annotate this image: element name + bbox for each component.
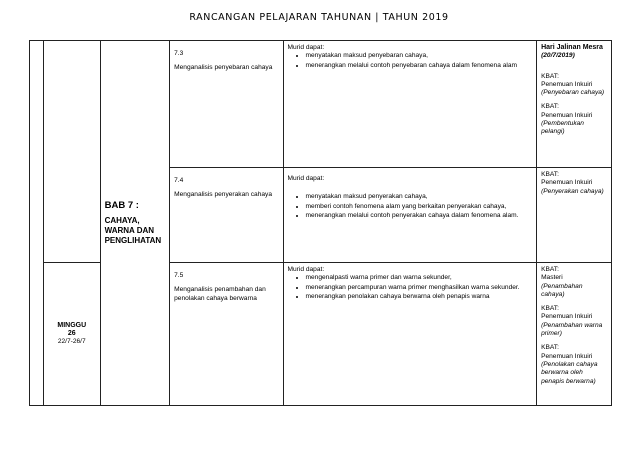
kbat-type: Penemuan Inkuiri [541,313,593,321]
kbat-note: (Penyerakan cahaya) [541,187,604,195]
topic-number: 7.5 [174,272,184,279]
kbat-type: Penemuan Inkuiri [541,111,593,119]
topic-number: 7.3 [174,50,184,57]
kbat-label: KBAT: [541,171,559,178]
kbat-note: (Pembentukan pelangi) [541,120,584,136]
week-number: 26 [67,329,76,337]
topic-cell [170,168,283,263]
blank-column-cell [30,41,44,406]
list-item: • menyatakan maksud penyerakan cahaya, [306,193,533,201]
kbat-label: KBAT: [541,344,559,352]
week-dates: 22/7-26/7 [57,338,86,346]
list-item: • mengenalpasti warna primer dan warna sekunder, [306,274,533,282]
objectives-intro: Murid dapat: [287,175,325,182]
kbat-type: Penemuan Inkuiri [541,352,593,360]
objectives-intro: Murid dapat: [287,44,325,51]
chapter-subtitle: CAHAYA, WARNA DAN PENGLIHATAN [104,216,162,245]
list-item: • memberi contoh fenomena alam yang berkaitan penyerakan cahaya, [306,203,533,211]
topic-title: Menganalisis penambahan dan penolakan cahaya berwarna [174,286,266,302]
objectives-cell [283,263,537,406]
chapter-cell [100,41,170,406]
kbat-cell [537,263,612,406]
kbat-type: Penemuan Inkuiri [541,80,593,88]
kbat-event-title: Hari Jalinan Mesra [541,44,603,51]
topic-cell [170,263,283,406]
topic-cell [170,41,283,168]
list-item: • menerangkan melalui contoh penyebaran cahaya dalam fenomena alam [306,62,533,70]
kbat-note: (Penyebaran cahaya) [541,89,605,97]
kbat-label: KBAT: [541,72,559,80]
kbat-note: (Penambahan cahaya) [541,282,583,298]
kbat-note: (Penambahan warna primer) [541,321,603,338]
objectives-list [288,193,533,220]
week-cell [43,263,100,406]
objectives-cell [283,168,537,263]
kbat-label: KBAT: [541,103,559,111]
chapter-title: BAB 7 : [104,200,139,211]
kbat-cell [537,168,612,263]
topic-title: Menganalisis penyerakan cahaya [174,191,272,199]
list-item: • menerangkan percampuran warna primer menghasilkan warna sekunder. [306,284,533,292]
list-item: • menyatakan maksud penyebaran cahaya, [306,52,533,60]
kbat-type: Masteri [541,274,563,282]
kbat-label: KBAT: [541,305,559,313]
objectives-intro: Murid dapat: [287,266,325,273]
kbat-type: Penemuan Inkuiri [541,179,593,187]
list-item: • menerangkan melalui contoh penyerakan cahaya dalam fenomena alam. [306,212,533,220]
list-item: • menerangkan penolakan cahaya berwarna oleh penapis warna [306,293,533,301]
kbat-event-date: (20/7/2019) [541,52,575,60]
lesson-plan-table [29,40,612,406]
kbat-note: (Penolakan cahaya berwarna oleh penapis berwarna) [541,360,598,385]
kbat-label: KBAT: [541,266,559,273]
topic-number: 7.4 [174,177,184,184]
topic-title: Menganalisis penyebaran cahaya [174,64,273,72]
week-cell-empty [43,41,100,263]
objectives-list [288,52,533,70]
week-label: MINGGU [57,321,87,329]
kbat-cell [537,41,612,168]
table-row [30,41,612,168]
objectives-cell [283,41,537,168]
objectives-list [288,274,533,301]
document-title: RANCANGAN PELAJARAN TAHUNAN | TAHUN 2019 [189,12,449,23]
